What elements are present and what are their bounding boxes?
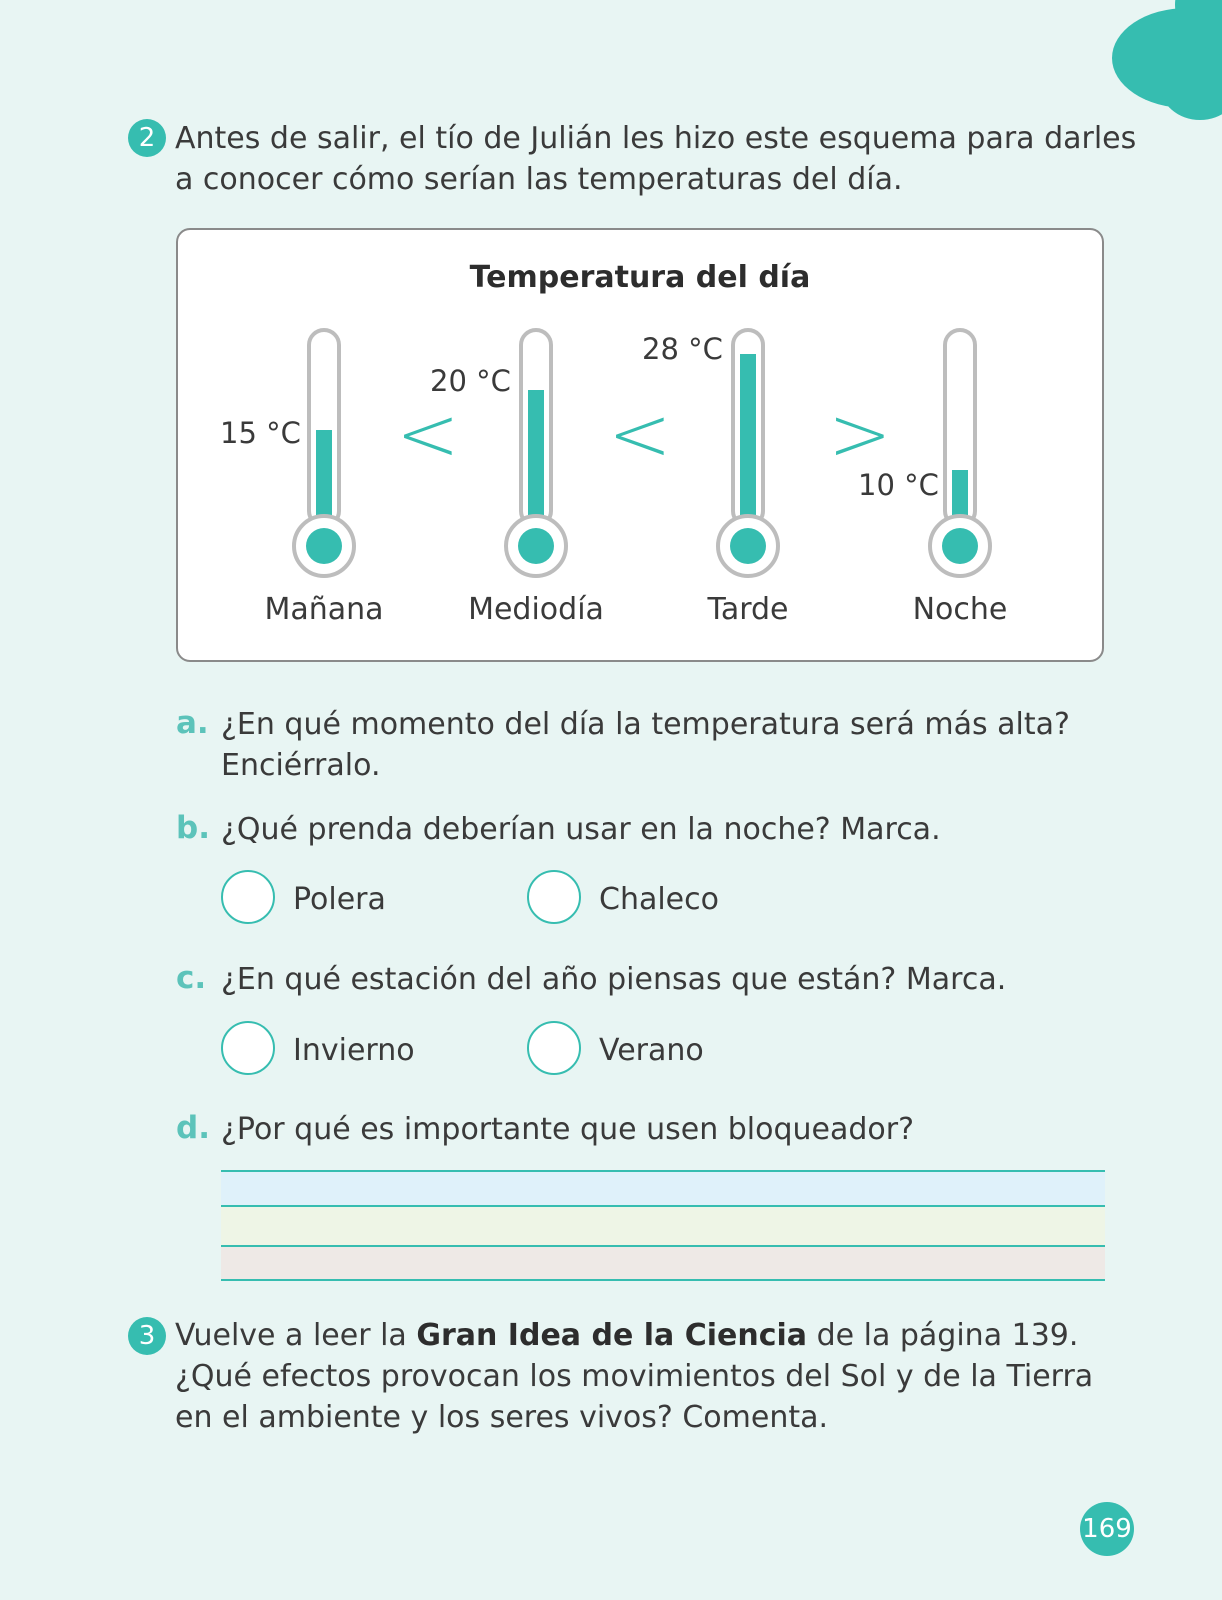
thermometer-tarde bbox=[716, 328, 780, 578]
writing-line bbox=[221, 1245, 1105, 1247]
thermometer-bulb bbox=[504, 514, 568, 578]
item-2-text bbox=[175, 118, 1136, 200]
greater-than-sign: > bbox=[828, 389, 892, 478]
item-3-line-1-end: de la página 139. bbox=[807, 1318, 1079, 1353]
option-chaleco-label: Chaleco bbox=[599, 882, 719, 917]
writing-line bbox=[221, 1170, 1105, 1172]
item-3-text bbox=[175, 1315, 1093, 1438]
question-b-letter: b. bbox=[176, 810, 210, 846]
item-3-badge: 3 bbox=[128, 1317, 166, 1355]
writing-line bbox=[221, 1205, 1105, 1207]
writing-band-pink bbox=[221, 1246, 1105, 1279]
question-b-text: ¿Qué prenda deberían usar en la noche? Marca. bbox=[221, 812, 941, 847]
question-a-letter: a. bbox=[176, 705, 209, 741]
option-chaleco-radio[interactable] bbox=[527, 870, 581, 924]
temperature-diagram bbox=[176, 228, 1104, 662]
time-label-noche: Noche bbox=[912, 592, 1008, 627]
temp-label-manana: 15 °C bbox=[220, 416, 301, 450]
option-invierno-label: Invierno bbox=[293, 1033, 415, 1068]
option-invierno-radio[interactable] bbox=[221, 1021, 275, 1075]
question-a-text bbox=[221, 704, 1070, 786]
item-3-line-1-start: Vuelve a leer la bbox=[175, 1318, 417, 1353]
diagram-title: Temperatura del día bbox=[469, 260, 811, 295]
writing-line bbox=[221, 1279, 1105, 1281]
item-3-line-3: en el ambiente y los seres vivos? Comenta. bbox=[175, 1400, 829, 1435]
thermometer-noche bbox=[928, 328, 992, 578]
question-c-text: ¿En qué estación del año piensas que están? Marca. bbox=[221, 962, 1007, 997]
thermometer-fill bbox=[740, 354, 756, 538]
question-a-line-1: ¿En qué momento del día la temperatura será más alta? bbox=[221, 707, 1070, 742]
question-c-letter: c. bbox=[176, 960, 207, 996]
option-verano-label: Verano bbox=[599, 1033, 704, 1068]
writing-band-blue bbox=[221, 1171, 1105, 1206]
item-2-badge: 2 bbox=[128, 119, 166, 157]
temp-label-noche: 10 °C bbox=[858, 468, 939, 502]
thermometer-bulb bbox=[292, 514, 356, 578]
item-2-line-2: a conocer cómo serían las temperaturas del día. bbox=[175, 162, 903, 197]
page-number: 169 bbox=[1080, 1502, 1134, 1556]
question-a-line-2: Enciérralo. bbox=[221, 748, 381, 783]
thermometer-manana bbox=[292, 328, 356, 578]
option-polera-label: Polera bbox=[293, 882, 386, 917]
item-3-line-2: ¿Qué efectos provocan los movimientos del Sol y de la Tierra bbox=[175, 1359, 1094, 1394]
less-than-sign: < bbox=[608, 389, 672, 478]
temp-label-mediodia: 20 °C bbox=[430, 364, 511, 398]
writing-band-yellow bbox=[221, 1207, 1105, 1245]
option-verano-radio[interactable] bbox=[527, 1021, 581, 1075]
thermometer-bulb bbox=[928, 514, 992, 578]
question-d-letter: d. bbox=[176, 1110, 210, 1146]
item-2-line-1: Antes de salir, el tío de Julián les hizo este esquema para darles bbox=[175, 121, 1137, 156]
temp-label-tarde: 28 °C bbox=[642, 332, 723, 366]
time-label-manana: Mañana bbox=[264, 592, 384, 627]
time-label-mediodia: Mediodía bbox=[468, 592, 604, 627]
less-than-sign: < bbox=[396, 389, 460, 478]
gran-idea-reference: Gran Idea de la Ciencia bbox=[416, 1318, 808, 1353]
item-3-line-1 bbox=[175, 1315, 1093, 1356]
question-d-text: ¿Por qué es importante que usen bloqueador? bbox=[221, 1112, 915, 1147]
thermometer-bulb bbox=[716, 514, 780, 578]
time-label-tarde: Tarde bbox=[707, 592, 789, 627]
option-polera-radio[interactable] bbox=[221, 870, 275, 924]
thermometer-mediodia bbox=[504, 328, 568, 578]
